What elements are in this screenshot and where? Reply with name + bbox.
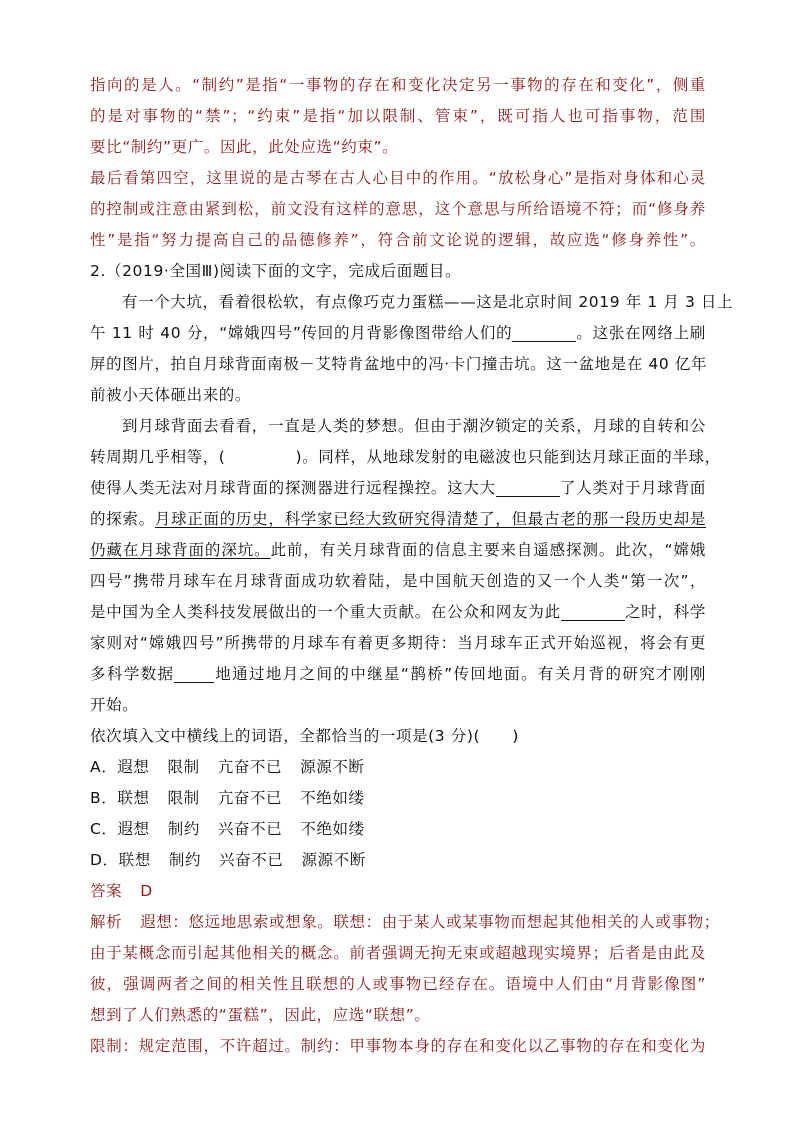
answer-line xyxy=(90,876,706,907)
passage-text: 此前，有关月球背面的信息主要来自遥感探测。此次，“嫦娥 xyxy=(270,541,707,559)
option-word: 亢奋不已 xyxy=(217,758,283,776)
option-word: 遐想 xyxy=(117,758,150,776)
explanation-line: 要比“制约”更广。因此，此处应选“约束”。 xyxy=(90,138,399,156)
option-label: B． xyxy=(90,789,118,807)
explanation-line: 的是对事物的“禁”；“约束”是指“加以限制、管束”，既可指人也可指事物，范围 xyxy=(90,107,706,125)
question-prompt: 依次填入文中横线上的词语，全都恰当的一项是(3 分)( ) xyxy=(90,727,519,745)
passage-text: )。同样，从地球发射的电磁波也只能到达月球正面的半球， xyxy=(295,448,721,466)
passage-text: 之时，科学 xyxy=(624,603,706,621)
underlined-sentence: 月球正面的历史，科学家已经大致研究得清楚了，但最古老的那一段历史却是 xyxy=(154,510,706,528)
underlined-sentence: 仍藏在月球背面的深坑。 xyxy=(90,541,271,559)
analysis-line: 由于某概念而引起其他相关的概念。前者强调无拘无束或超越现实境界；后者是由此及 xyxy=(90,944,706,962)
analysis-text: 遐想：悠远地思索或想象。联想：由于某人或某事物而想起其他相关的人或事物； xyxy=(140,913,720,931)
option-label: D． xyxy=(90,851,119,869)
option-word: 源源不断 xyxy=(300,758,365,776)
option-d xyxy=(90,845,706,876)
option-word: 兴奋不已 xyxy=(217,820,283,838)
passage-text: 午 11 时 40 分，“嫦娥四号”传回的月背影像图带给人们的 xyxy=(90,324,513,342)
answer-label: 答案 xyxy=(90,882,123,900)
analysis-line: 彼，强调两者之间的相关性且联想的人或事物已经存在。语境中人们由“月背影像图” xyxy=(90,975,706,993)
option-word: 兴奋不已 xyxy=(219,851,284,869)
option-c xyxy=(90,814,706,845)
question-header: 2.（2019·全国Ⅲ)阅读下面的文字，完成后面题目。 xyxy=(90,262,462,280)
passage-line: 开始。 xyxy=(90,696,139,714)
explanation-line: 指向的是人。“制约”是指“一事物的存在和变化决定另一事物的存在和变化”，侧重 xyxy=(90,76,706,94)
passage-line: 屏的图片，拍自月球背面南极－艾特肯盆地中的冯·卡门撞击坑。这一盆地是在 40 亿年 xyxy=(90,355,708,373)
passage-line xyxy=(90,473,706,504)
passage-text: 了人类对于月球背面 xyxy=(559,479,706,497)
option-label: A． xyxy=(90,758,118,776)
option-b xyxy=(90,783,706,814)
passage-text: 转周期几乎相等，( xyxy=(90,448,226,466)
option-word: 不绝如缕 xyxy=(300,820,365,838)
explanation-line: 性”是指“努力提高自己的品德修养”，符合前文论说的逻辑，故应选“修身养性”。 xyxy=(90,231,706,249)
passage-text: 。这张在网络上刷 xyxy=(576,324,706,342)
fill-blank-3 xyxy=(561,602,625,621)
passage-text: 的探索。 xyxy=(90,510,155,528)
passage-line xyxy=(90,442,721,473)
fill-blank-1 xyxy=(512,323,576,342)
passage-line xyxy=(90,659,706,690)
option-word: 不绝如缕 xyxy=(300,789,365,807)
passage-line xyxy=(90,318,706,349)
option-word: 限制 xyxy=(167,758,200,776)
answer-value: D xyxy=(140,882,153,900)
passage-line: 有一个大坑，看着很松软，有点像巧克力蛋糕——这是北京时间 2019 年 1 月 3 日上 xyxy=(122,293,734,311)
option-word: 制约 xyxy=(168,851,202,869)
option-word: 亢奋不已 xyxy=(217,789,283,807)
option-label: C． xyxy=(90,820,118,838)
option-word: 联想 xyxy=(117,789,150,807)
passage-line: 家则对“嫦娥四号”所携带的月球车有着更多期待：当月球车正式开始巡视，将会有更 xyxy=(90,634,706,652)
option-word: 制约 xyxy=(167,820,200,838)
fill-blank-2 xyxy=(496,478,560,497)
passage-line: 前被小天体砸出来的。 xyxy=(90,386,252,404)
analysis-label: 解析 xyxy=(90,913,123,931)
passage-text: 多科学数据 xyxy=(90,665,175,683)
document-page xyxy=(90,70,734,1062)
passage-line: 到月球背面去看看，一直是人类的梦想。但由于潮汐锁定的关系，月球的自转和公 xyxy=(122,417,706,435)
option-word: 源源不断 xyxy=(301,851,366,869)
passage-text: 使得人类无法对月球背面的探测器进行远程操控。这大大 xyxy=(90,479,496,497)
fill-blank-4 xyxy=(174,664,214,683)
passage-line xyxy=(90,504,706,535)
option-word: 联想 xyxy=(118,851,151,869)
passage-text: 是中国为全人类科技发展做出的一个重大贡献。在公众和网友为此 xyxy=(90,603,561,621)
passage-line xyxy=(90,535,706,566)
explanation-line: 最后看第四空，这里说的是古琴在古人心目中的作用。“放松身心”是指对身体和心灵 xyxy=(90,169,706,187)
analysis-line xyxy=(90,907,720,938)
explanation-line: 的控制或注意由紧到松，前文没有这样的意思，这个意思与所给语境不符；而“修身养 xyxy=(90,200,706,218)
passage-line: 四号”携带月球车在月球背面成功软着陆，是中国航天创造的又一个人类“第一次”， xyxy=(90,572,706,590)
option-word: 遐想 xyxy=(117,820,150,838)
option-a xyxy=(90,752,706,783)
passage-line xyxy=(90,597,706,628)
analysis-line: 限制：规定范围，不许超过。制约：甲事物本身的存在和变化以乙事物的存在和变化为 xyxy=(90,1037,706,1055)
passage-text: 地通过地月之间的中继星“鹊桥”传回地面。有关月背的研究才刚刚 xyxy=(214,665,706,683)
analysis-line: 想到了人们熟悉的“蛋糕”，因此，应选“联想”。 xyxy=(90,1006,431,1024)
option-word: 限制 xyxy=(167,789,200,807)
